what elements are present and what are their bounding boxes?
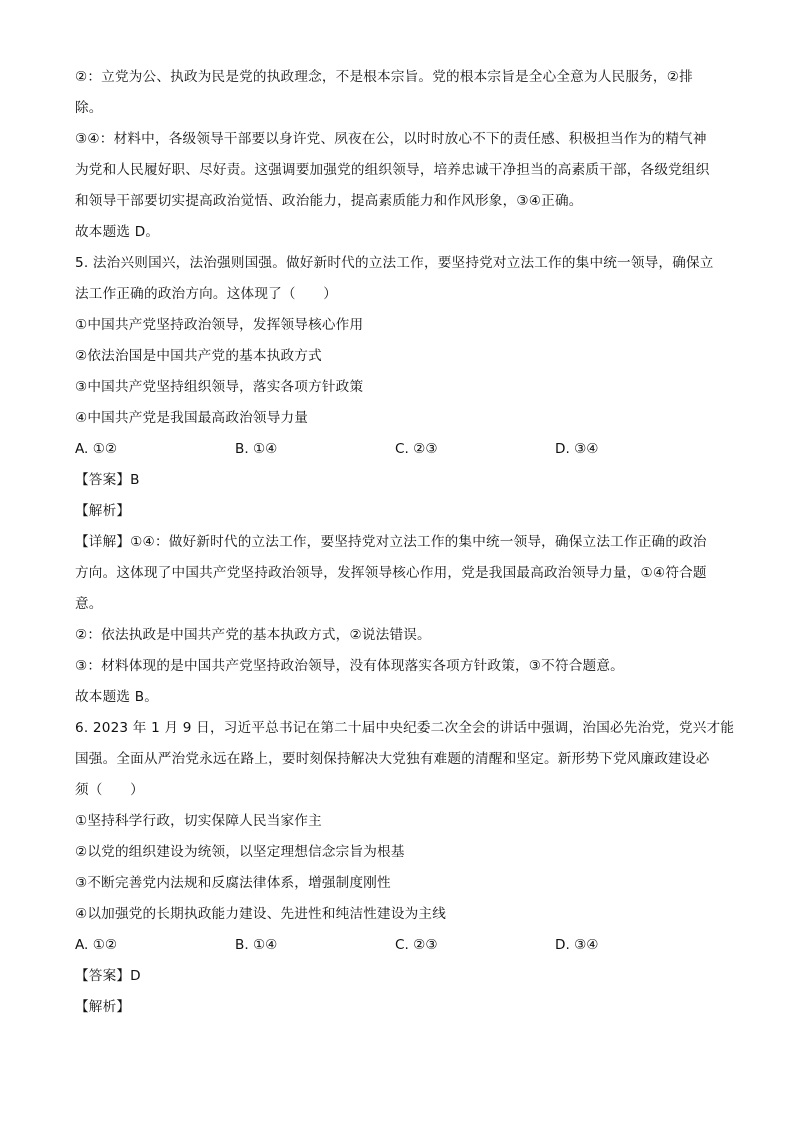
line: ②：依法执政是中国共产党的基本执政方式，②说法错误。: [75, 627, 431, 643]
line: ②：立党为公、执政为民是党的执政理念，不是根本宗旨。党的根本宗旨是全心全意为人民服务，②排: [75, 69, 693, 85]
line: 故本题选 D。: [75, 224, 160, 240]
question-6-stem: 国强。全面从严治党永远在路上，要时刻保持解决大党独有难题的清醒和坚定。新形势下党风廉政建设必: [75, 751, 710, 767]
option-c: C. ②③: [395, 441, 438, 457]
analysis-label: 【解析】: [75, 999, 131, 1015]
line: ③：材料体现的是中国共产党坚持政治领导，没有体现落实各项方针政策，③不符合题意。: [75, 658, 624, 674]
answer-label: 【答案】B: [75, 472, 140, 488]
question-5-item: ④中国共产党是我国最高政治领导力量: [75, 410, 309, 426]
document-page: [75, 62, 735, 1023]
option-c: C. ②③: [395, 937, 438, 953]
line: 为党和人民履好职、尽好责。这强调要加强党的组织领导，培养忠诚干净担当的高素质干部，各级党组织: [75, 162, 710, 178]
line: 除。: [75, 100, 103, 116]
analysis-label: 【解析】: [75, 503, 131, 519]
option-a: A. ①②: [75, 441, 118, 457]
question-6-item: ③不断完善党内法规和反腐法律体系，增强制度刚性: [75, 875, 391, 891]
question-5-item: ③中国共产党坚持组织领导，落实各项方针政策: [75, 379, 364, 395]
option-b: B. ①④: [235, 937, 278, 953]
line: ③④：材料中，各级领导干部要以身许党、夙夜在公，以时时放心不下的责任感、积极担当作为的精气神: [75, 131, 707, 147]
option-d: D. ③④: [555, 441, 599, 457]
line: 故本题选 B。: [75, 689, 159, 705]
question-6-item: ②以党的组织建设为统领，以坚定理想信念宗旨为根基: [75, 844, 405, 860]
option-a: A. ①②: [75, 937, 118, 953]
option-d: D. ③④: [555, 937, 599, 953]
question-6-item: ④以加强党的长期执政能力建设、先进性和纯洁性建设为主线: [75, 906, 447, 922]
question-6-item: ①坚持科学行政，切实保障人民当家作主: [75, 813, 322, 829]
question-6-stem: 6. 2023 年 1 月 9 日，习近平总书记在第二十届中央纪委二次全会的讲话中强调，治国必先治党，党兴才能: [75, 720, 735, 736]
answer-label: 【答案】D: [75, 968, 141, 984]
question-5-stem: 5. 法治兴则国兴，法治强则国强。做好新时代的立法工作，要坚持党对立法工作的集中统一领导，确保立: [75, 255, 714, 271]
question-6-options: [75, 930, 725, 961]
question-5-item: ②依法治国是中国共产党的基本执政方式: [75, 348, 322, 364]
line: 和领导干部要切实提高政治觉悟、政治能力，提高素质能力和作风形象，③④正确。: [75, 193, 583, 209]
option-b: B. ①④: [235, 441, 278, 457]
question-5-item: ①中国共产党坚持政治领导，发挥领导核心作用: [75, 317, 364, 333]
question-5-stem: 法工作正确的政治方向。这体现了（ ）: [75, 286, 338, 302]
question-6-stem: 须（ ）: [75, 782, 144, 798]
question-5-options: [75, 434, 725, 465]
line: 方向。这体现了中国共产党坚持政治领导，发挥领导核心作用，党是我国最高政治领导力量，①④符合题: [75, 565, 707, 581]
line: 【详解】①④：做好新时代的立法工作，要坚持党对立法工作的集中统一领导，确保立法工作正确的政治: [75, 534, 707, 550]
line: 意。: [75, 596, 103, 612]
